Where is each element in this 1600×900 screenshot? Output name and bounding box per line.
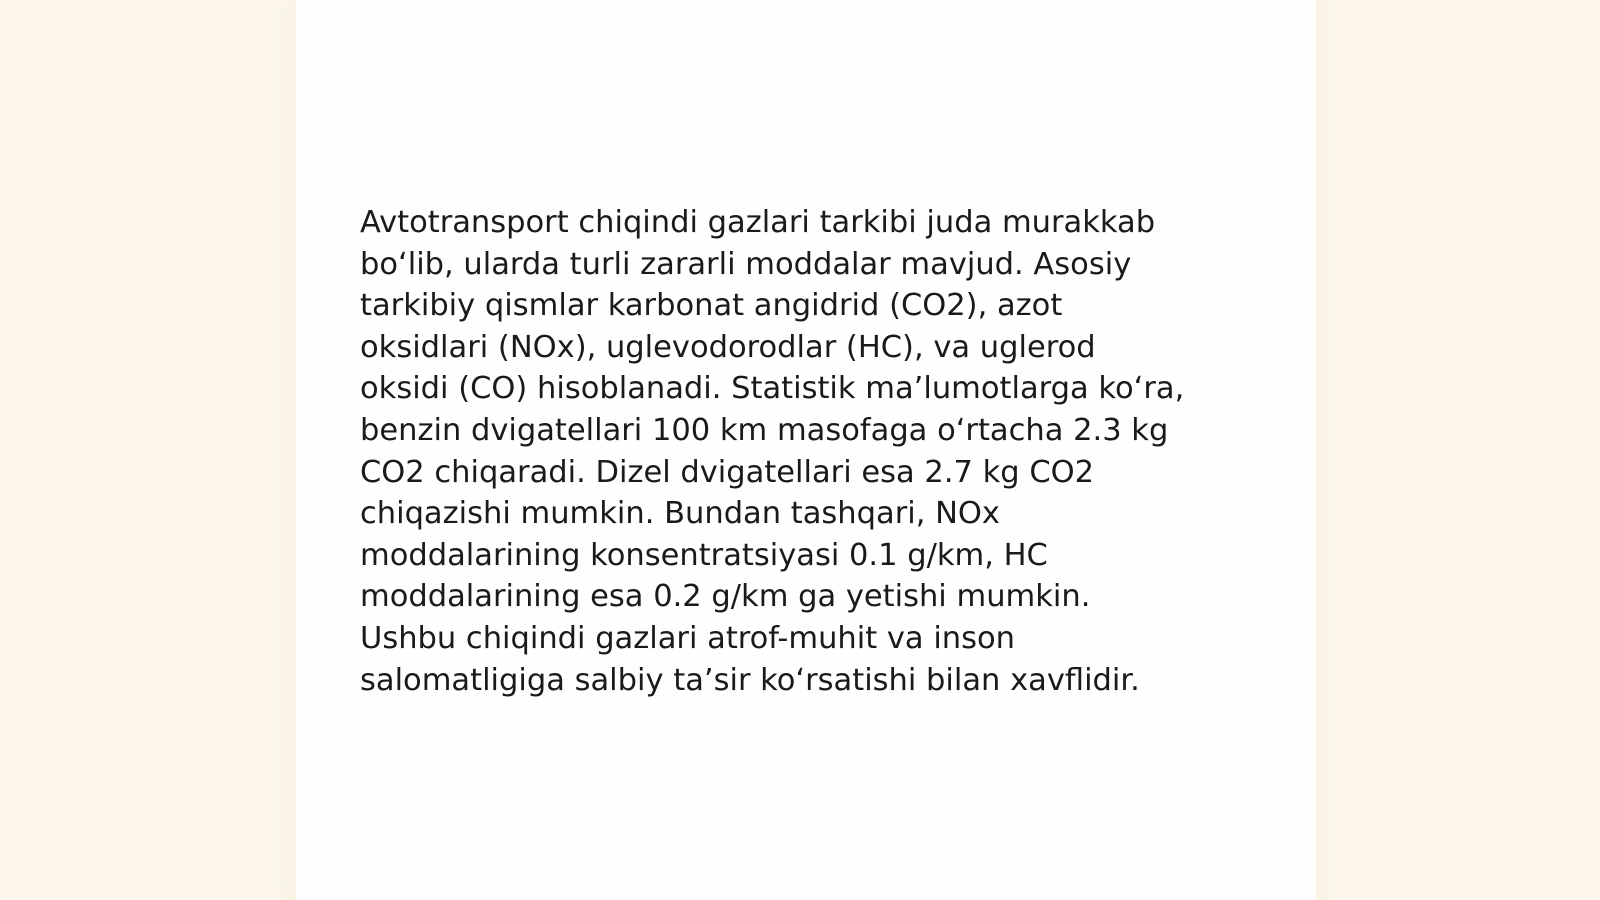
body-line: moddalarining esa 0.2 g/km ga yetishi mumkin.	[360, 579, 1091, 615]
body-line: CO2 chiqaradi. Dizel dvigatellari esa 2.7 kg CO2	[360, 454, 1095, 490]
body-line: oksidlari (NOx), uglevodorodlar (HC), va uglerod	[360, 329, 1096, 365]
body-line: salomatligiga salbiy ta’sir ko‘rsatishi bilan xavflidir.	[360, 662, 1140, 698]
body-line: Avtotransport chiqindi gazlari tarkibi juda murakkab	[360, 205, 1156, 240]
body-paragraph	[360, 202, 1240, 701]
body-line: Ushbu chiqindi gazlari atrof-muhit va inson	[360, 620, 1016, 656]
body-line: tarkibiy qismlar karbonat angidrid (CO2), azot	[360, 288, 1063, 324]
body-line: bo‘lib, ularda turli zararli moddalar mavjud. Asosiy	[360, 246, 1132, 282]
body-line: oksidi (CO) hisoblanadi. Statistik ma’lumotlarga ko‘ra,	[360, 371, 1185, 407]
body-line: benzin dvigatellari 100 km masofaga o‘rtacha 2.3 kg	[360, 412, 1169, 448]
body-line: moddalarining konsentratsiyasi 0.1 g/km, HC	[360, 537, 1048, 573]
slide-card	[296, 0, 1316, 900]
body-line: chiqazishi mumkin. Bundan tashqari, NOx	[360, 496, 1000, 532]
